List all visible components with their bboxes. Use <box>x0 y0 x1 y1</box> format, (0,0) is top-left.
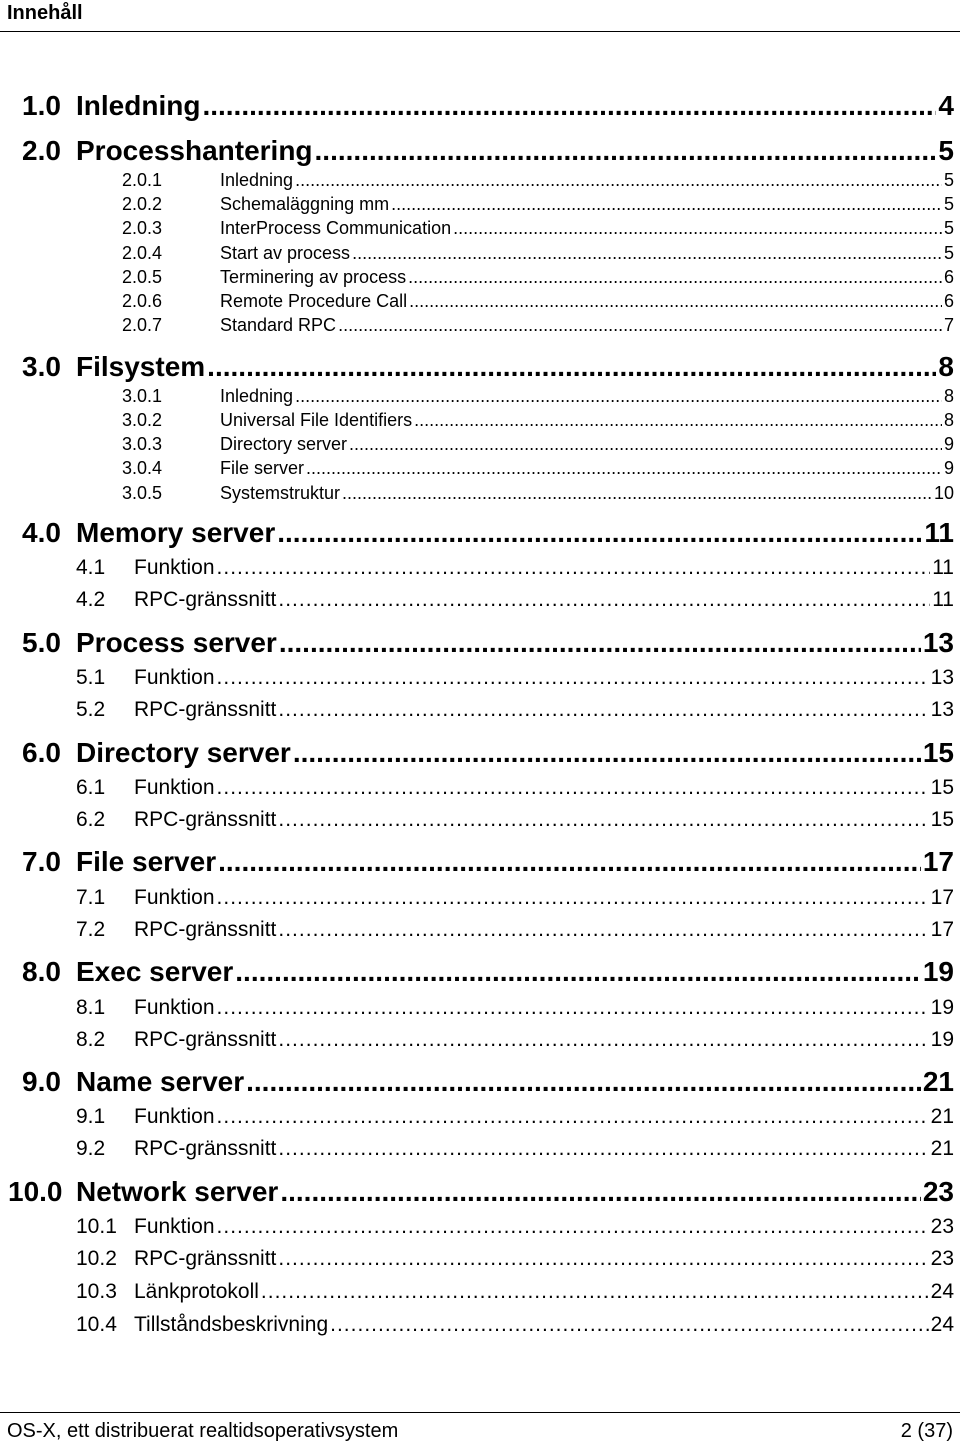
toc-entry-page: 21 <box>930 1105 954 1128</box>
toc-entry-page: 21 <box>930 1137 954 1160</box>
toc-entry-number: 8.1 <box>76 996 106 1019</box>
toc-entry-page: 11 <box>932 556 954 579</box>
toc-entry-title: Funktion <box>134 556 215 579</box>
toc-entry-2-0-3[interactable] <box>122 218 954 239</box>
toc-entry-page: 13 <box>922 627 954 658</box>
toc-entry-6-1[interactable] <box>76 776 954 800</box>
toc-entry-number: 2.0.5 <box>122 267 163 287</box>
toc-entry-title: Network server <box>76 1176 279 1207</box>
toc-entry-title: RPC-gränssnitt <box>134 1137 277 1160</box>
toc-entry-number: 10.1 <box>76 1215 117 1238</box>
dot-leader <box>391 194 942 215</box>
toc-entry-title: Remote Procedure Call <box>220 291 408 311</box>
toc-entry-title: Exec server <box>76 956 234 987</box>
toc-entry-title: Inledning <box>220 170 294 190</box>
toc-entry-2-0-2[interactable] <box>122 194 954 215</box>
toc-entry-page: 24 <box>930 1280 954 1303</box>
toc-entry-title: RPC-gränssnitt <box>134 698 277 721</box>
toc-entry-title: Funktion <box>134 666 215 689</box>
toc-entry-title: Systemstruktur <box>220 483 341 503</box>
toc-entry-title: Tillståndsbeskrivning <box>134 1313 329 1336</box>
toc-entry-5-0[interactable] <box>22 627 954 659</box>
toc-entry-title: Memory server <box>76 517 276 548</box>
toc-entry-number: 4.2 <box>76 588 106 611</box>
toc-entry-number: 3.0.5 <box>122 483 163 503</box>
toc-entry-number: 2.0.7 <box>122 315 163 335</box>
toc-entry-title: Inledning <box>76 90 201 121</box>
dot-leader <box>218 846 921 878</box>
toc-entry-number: 2.0.3 <box>122 218 163 238</box>
toc-entry-1-0[interactable] <box>22 90 954 122</box>
toc-entry-title: RPC-gränssnitt <box>134 1247 277 1270</box>
toc-entry-9-2[interactable] <box>76 1137 954 1161</box>
dot-leader <box>278 918 928 942</box>
toc-entry-page: 5 <box>938 135 954 166</box>
toc-entry-4-0[interactable] <box>22 517 954 549</box>
toc-entry-number: 7.0 <box>22 846 61 877</box>
dot-leader <box>352 243 942 264</box>
toc-entry-page: 13 <box>930 698 954 721</box>
toc-entry-title: RPC-gränssnitt <box>134 1028 277 1051</box>
toc-entry-number: 10.2 <box>76 1247 117 1270</box>
toc-entry-page: 15 <box>922 737 954 768</box>
toc-entry-title: File server <box>76 846 217 877</box>
toc-entry-8-0[interactable] <box>22 956 954 988</box>
dot-leader <box>315 135 937 167</box>
toc-entry-number: 2.0.6 <box>122 291 163 311</box>
footer-page-number: 2 (37) <box>900 1420 953 1442</box>
toc-entry-page: 17 <box>930 918 954 941</box>
toc-entry-10-3[interactable] <box>76 1280 954 1304</box>
dot-leader <box>280 1176 921 1208</box>
toc-entry-title: Länkprotokoll <box>134 1280 259 1303</box>
toc-entry-4-1[interactable] <box>76 556 954 580</box>
toc-entry-5-2[interactable] <box>76 698 954 722</box>
dot-leader <box>217 776 929 800</box>
dot-leader <box>278 1028 928 1052</box>
dot-leader <box>306 458 942 479</box>
page-header <box>0 0 960 32</box>
toc-entry-3-0-4[interactable] <box>122 458 954 479</box>
toc-entry-page: 11 <box>924 517 954 548</box>
toc-entry-title: Universal File Identifiers <box>220 410 413 430</box>
toc-entry-number: 5.1 <box>76 666 106 689</box>
toc-entry-number: 2.0 <box>22 135 61 166</box>
toc-entry-3-0-5[interactable] <box>122 483 954 504</box>
toc-entry-page: 17 <box>930 886 954 909</box>
toc-entry-number: 10.4 <box>76 1313 117 1336</box>
toc-entry-title: Start av process <box>220 243 351 263</box>
toc-entry-number: 6.1 <box>76 776 106 799</box>
toc-entry-page: 5 <box>943 194 954 214</box>
toc-entry-number: 3.0.1 <box>122 386 163 406</box>
dot-leader <box>278 1247 928 1271</box>
dot-leader <box>349 434 942 455</box>
dot-leader <box>293 737 921 769</box>
toc-entry-page: 17 <box>922 846 954 877</box>
dot-leader <box>235 956 921 988</box>
dot-leader <box>342 483 932 504</box>
toc-entry-title: RPC-gränssnitt <box>134 808 277 831</box>
toc-entry-number: 10.3 <box>76 1280 117 1303</box>
toc-entry-page: 23 <box>922 1176 954 1207</box>
toc-entry-3-0-2[interactable] <box>122 410 954 431</box>
dot-leader <box>217 666 929 690</box>
toc-entry-page: 8 <box>938 351 954 382</box>
dot-leader <box>202 90 936 122</box>
dot-leader <box>338 315 942 336</box>
toc-entry-page: 19 <box>930 996 954 1019</box>
toc-entry-number: 8.2 <box>76 1028 106 1051</box>
toc-entry-title: Inledning <box>220 386 294 406</box>
toc-entry-page: 8 <box>943 410 954 430</box>
toc-entry-page: 24 <box>930 1313 954 1336</box>
dot-leader <box>295 386 942 407</box>
toc-entry-3-0[interactable] <box>22 351 954 383</box>
toc-entry-title: Terminering av process <box>220 267 407 287</box>
toc-entry-page: 8 <box>943 386 954 406</box>
dot-leader <box>217 556 931 580</box>
toc-entry-number: 8.0 <box>22 956 61 987</box>
toc-entry-title: RPC-gränssnitt <box>134 588 277 611</box>
dot-leader <box>261 1280 929 1304</box>
toc-entry-page: 13 <box>930 666 954 689</box>
toc-entry-number: 3.0.3 <box>122 434 163 454</box>
dot-leader <box>246 1066 921 1098</box>
footer-document-title: OS-X, ett distribuerat realtidsoperativsystem <box>7 1420 399 1442</box>
toc-entry-9-1[interactable] <box>76 1105 954 1129</box>
toc-entry-title: Funktion <box>134 1215 215 1238</box>
toc-entry-page: 5 <box>943 243 954 263</box>
toc-entry-title: InterProcess Communication <box>220 218 452 238</box>
dot-leader <box>453 218 942 239</box>
toc-entry-number: 3.0.4 <box>122 458 163 478</box>
toc-entry-page: 4 <box>938 90 954 121</box>
dot-leader <box>278 698 928 722</box>
toc-entry-2-0-1[interactable] <box>122 170 954 191</box>
toc-entry-title: Filsystem <box>76 351 206 382</box>
toc-entry-10-2[interactable] <box>76 1247 954 1271</box>
toc-entry-title: RPC-gränssnitt <box>134 918 277 941</box>
toc-entry-number: 5.0 <box>22 627 61 658</box>
toc-entry-7-0[interactable] <box>22 846 954 878</box>
toc-entry-9-0[interactable] <box>22 1066 954 1098</box>
dot-leader <box>295 170 942 191</box>
dot-leader <box>278 1137 928 1161</box>
toc-entry-number: 4.0 <box>22 517 61 548</box>
toc-entry-page: 6 <box>943 267 954 287</box>
toc-entry-2-0-6[interactable] <box>122 291 954 312</box>
toc-entry-4-2[interactable] <box>76 588 954 612</box>
toc-entry-number: 2.0.4 <box>122 243 163 263</box>
toc-entry-number: 2.0.1 <box>122 170 163 190</box>
toc-entry-title: Funktion <box>134 1105 215 1128</box>
toc-entry-page: 9 <box>943 434 954 454</box>
toc-entry-title: Name server <box>76 1066 245 1097</box>
toc-entry-7-2[interactable] <box>76 918 954 942</box>
dot-leader <box>217 1105 929 1129</box>
toc-entry-2-0[interactable] <box>22 135 954 167</box>
toc-entry-page: 23 <box>930 1247 954 1270</box>
toc-entry-title: Schemaläggning mm <box>220 194 390 214</box>
toc-entry-10-1[interactable] <box>76 1215 954 1239</box>
toc-entry-5-1[interactable] <box>76 666 954 690</box>
toc-entry-page: 19 <box>930 1028 954 1051</box>
toc-entry-number: 9.1 <box>76 1105 106 1128</box>
dot-leader <box>217 886 929 910</box>
dot-leader <box>217 1215 929 1239</box>
dot-leader <box>414 410 942 431</box>
toc-entry-title: Standard RPC <box>220 315 337 335</box>
toc-entry-page: 15 <box>930 776 954 799</box>
toc-entry-page: 5 <box>943 218 954 238</box>
toc-entry-10-0[interactable] <box>8 1176 954 1208</box>
toc-entry-number: 4.1 <box>76 556 106 579</box>
dot-leader <box>279 627 921 659</box>
toc-entry-number: 2.0.2 <box>122 194 163 214</box>
toc-entry-2-0-7[interactable] <box>122 315 954 336</box>
dot-leader <box>278 808 928 832</box>
toc-entry-number: 9.2 <box>76 1137 106 1160</box>
toc-entry-page: 21 <box>922 1066 954 1097</box>
toc-entry-title: Process server <box>76 627 277 658</box>
toc-entry-6-2[interactable] <box>76 808 954 832</box>
toc-entry-number: 5.2 <box>76 698 106 721</box>
toc-entry-number: 1.0 <box>22 90 61 121</box>
toc-entry-number: 9.0 <box>22 1066 61 1097</box>
toc-entry-title: Funktion <box>134 776 215 799</box>
toc-entry-number: 6.2 <box>76 808 106 831</box>
toc-entry-title: Funktion <box>134 886 215 909</box>
toc-entry-title: Directory server <box>76 737 291 768</box>
dot-leader <box>217 996 929 1020</box>
toc-entry-page: 6 <box>943 291 954 311</box>
toc-entry-title: Directory server <box>220 434 348 454</box>
dot-leader <box>277 517 922 549</box>
toc-entry-8-1[interactable] <box>76 996 954 1020</box>
dot-leader <box>207 351 936 383</box>
toc-entry-number: 7.2 <box>76 918 106 941</box>
toc-entry-page: 11 <box>932 588 954 611</box>
toc-entry-title: Processhantering <box>76 135 313 166</box>
toc-entry-3-0-1[interactable] <box>122 386 954 407</box>
toc-entry-page: 5 <box>943 170 954 190</box>
toc-entry-number: 10.0 <box>8 1176 63 1207</box>
toc-entry-number: 3.0 <box>22 351 61 382</box>
toc-entry-page: 19 <box>922 956 954 987</box>
dot-leader <box>278 588 930 612</box>
toc-entry-page: 9 <box>943 458 954 478</box>
toc-entry-title: File server <box>220 458 305 478</box>
toc-entry-page: 23 <box>930 1215 954 1238</box>
toc-entry-page: 15 <box>930 808 954 831</box>
toc-entry-2-0-4[interactable] <box>122 243 954 264</box>
toc-entry-title: Funktion <box>134 996 215 1019</box>
toc-entry-page: 7 <box>943 315 954 335</box>
dot-leader <box>330 1313 929 1337</box>
dot-leader <box>408 267 942 288</box>
toc-entry-2-0-5[interactable] <box>122 267 954 288</box>
toc-entry-number: 6.0 <box>22 737 61 768</box>
toc-entry-6-0[interactable] <box>22 737 954 769</box>
toc-entry-number: 7.1 <box>76 886 106 909</box>
toc-entry-10-4[interactable] <box>76 1313 954 1337</box>
dot-leader <box>409 291 942 312</box>
toc-entry-7-1[interactable] <box>76 886 954 910</box>
page-footer <box>0 1412 960 1444</box>
toc-entry-8-2[interactable] <box>76 1028 954 1052</box>
toc-entry-page: 10 <box>933 483 954 503</box>
toc-entry-number: 3.0.2 <box>122 410 163 430</box>
header-title: Innehåll <box>7 2 83 24</box>
toc-entry-3-0-3[interactable] <box>122 434 954 455</box>
